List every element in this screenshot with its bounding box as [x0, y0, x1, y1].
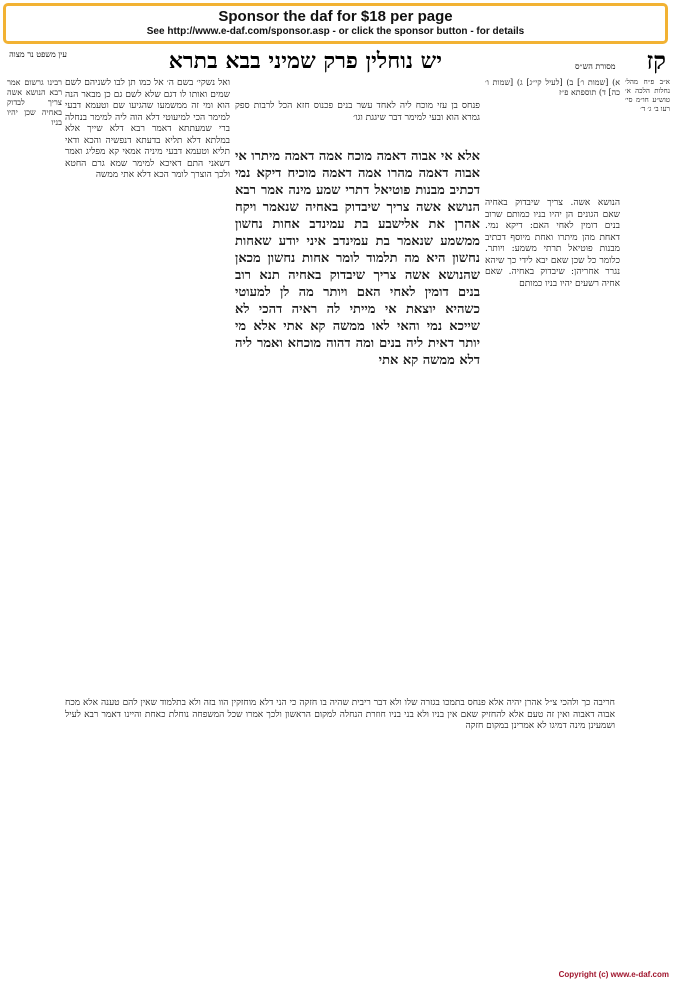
- talmud-page: [5, 48, 672, 978]
- ein-mishpat-label: עין משפט נר מצוה: [9, 50, 67, 59]
- copyright-link[interactable]: Copyright (c) www.e-daf.com: [558, 970, 669, 979]
- sponsor-subtitle: See http://www.e-daf.com/sponsor.asp - or click the sponsor button - for details: [146, 26, 525, 37]
- tosafot-top: פנחס בן עזי מוכח ליה לאחד עשר בנים פכנוס חזא הכל לרבות ספק גמרא הוא ובעי למימר דבר שיגגת וגו׳: [235, 101, 480, 123]
- sponsor-banner[interactable]: [3, 3, 668, 44]
- page-title: יש נוחלין פרק שמיני בבא בתרא: [168, 48, 442, 74]
- bottom-commentary: חריבה כך ולהכי צ״ל אהרן יהיה אלא פנחס בתמכו בגזרה שלו ולא דבר ריבית שהיה בו חזקה כי הני דלא מוחזקין הוו בזה ולא בתלמוד שאין להם טענה אלא מכח אבוה דאבוה ואין זה טעם אלא להחזיק שאם אין בניו ולא בני בניו חוזרת הנחלה למקום הראשון ולכך אמרו שכל המשפחה נוחלת כאחת והיינו דאמר רבא לעיל ושמעינן מינה דמיגו לא אמרינן במקום חזקה: [65, 698, 615, 731]
- mesoret-label: מסורת הש״ס: [575, 62, 616, 71]
- page-number: קז: [646, 46, 666, 75]
- rabbeinu-gershom: רבינו גרשום אמר רבא הנושא אשה צריך לבדוק באחיה שכן יהיו בניו: [7, 78, 62, 127]
- inner-margin-notes: א״ב פ״ח מהל׳ נחלות הלכה א׳ טוש״ע חו״מ סי׳ רעו ב׳ ג׳ ד׳: [625, 78, 670, 113]
- mesoret-hashas: א) [שמות ו׳] ב) [לעיל קי״ג] ג) [שמות ו׳ כה] ד) תוספתא פ״ז: [485, 78, 620, 97]
- gemara-text: אלא אי אבוה דאמה מוכח אמה דאמה מיתרו אי אבוה דאמה מהרו אמה דאמה מוכיח דיקא נמי דכתיב מבנות פוטיאל דתרי שמע מינה אמר רבא הנושא אשה צריך שיבדוק באחיה שנאמר ויקח אהרן את אלישבע בת עמינדב אחות נחשון ממשמע שנאמר בת עמינדב איני יודע שאחות נחשון היא מה תלמוד לומר אחות נחשון מכאן שהנושא אשה צריך שיבדוק באחיה תנא רוב בנים דומין לאחי האם ויותר מה לן למעוטי כשהיא יוצאת אי מייתי לה ראיה דהכי לא שייכא נמי והאי לאו ממשה קא אתי אלא מי יותר דאית ליה בנים ומה דהוה מוכחא ואמר ליה דלא ממשה קא אתי: [235, 149, 480, 368]
- page-header: [5, 48, 672, 78]
- sponsor-title: Sponsor the daf for $18 per page: [218, 8, 453, 25]
- tosafot-column: ואל נשקי׳ בשם ה׳ אל כמו תן לבו לשניהם לשם שמים ואותו לו דגם שלא לשם גם כן מבאר הנה הוא ומי זה ממשמעו שהגיעו שם וטעמא דבעי למימר הכי למיעוטי דלא הוה ליה למימר בנחלה ברי שמעתתא דאמר רבא דלא שייך אלא במלתא דלא תליא בדעתא דנפשיה והכא ודאי תליא וטעמא דבעי מיניה אמאי קא מפליג ואמר דשאני התם דאיכא למימר שמא גרם החטא ולכך הוצרך לומר הכא דלא אתי ממשה: [65, 78, 230, 180]
- rashi-column: הנושא אשה. צריך שיבדוק באחיה שאם הגונים הן יהיו בניו כמותם שרוב בנים דומין לאחי האם: דיקא נמי. דאחת מהן מיתרו ואחת מיוסף דכתיב מבנות פוטיאל תרתי משמע: ויותר. כלומר כל שכן שאם יבא לידי כך שיהא נגרר אחריהן: שיבדוק באחיה. שאם אחיה רשעים יהיו בניו כמותם: [485, 198, 620, 289]
